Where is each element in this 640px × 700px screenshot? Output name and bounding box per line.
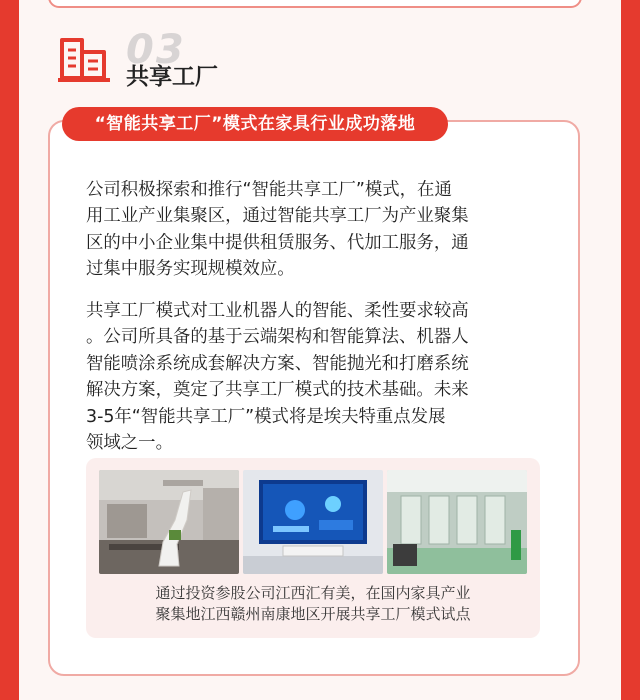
- section-banner: “智能共享工厂”模式在家具行业成功落地: [62, 107, 448, 141]
- building-icon: [56, 36, 112, 84]
- text-line: 共享工厂模式对工业机器人的智能、柔性要求较高: [86, 301, 469, 321]
- text-line: 智能喷涂系统成套解决方案、智能抛光和打磨系统: [86, 353, 469, 374]
- text-line: 用工业产业集聚区，通过智能共享工厂为产业聚集: [86, 206, 469, 227]
- control-screen-photo: [243, 470, 383, 574]
- text-line: 。公司所具备的基于云端架构和智能算法、机器人: [86, 327, 469, 348]
- caption-line: 聚集地江西赣州南康地区开展共享工厂模式试点: [155, 605, 471, 623]
- text-line: 过集中服务实现规模效应。: [86, 259, 295, 280]
- previous-section-card: [48, 0, 582, 8]
- section-title: 共享工厂: [126, 64, 218, 90]
- text-line: 3-5年“智能共享工厂”模式将是埃夫特重点发展: [86, 406, 446, 427]
- text-line: 领域之一。: [86, 433, 173, 454]
- text-line: 解决方案，奠定了共享工厂模式的技术基础。未来: [86, 380, 469, 401]
- robot-arm-photo: [99, 470, 239, 574]
- section-number: 03: [126, 27, 186, 73]
- paragraph-intro: [86, 177, 546, 283]
- text-line: 公司积极探索和推行“智能共享工厂”模式，在通: [86, 180, 452, 200]
- paragraph-detail: [86, 298, 546, 456]
- photo-caption: [86, 583, 540, 625]
- text-line: 区的中小企业集中提供租赁服务、代加工服务，通: [86, 232, 469, 253]
- factory-floor-photo: [387, 470, 527, 574]
- caption-line: 通过投资参股公司江西汇有美，在国内家具产业: [155, 584, 471, 602]
